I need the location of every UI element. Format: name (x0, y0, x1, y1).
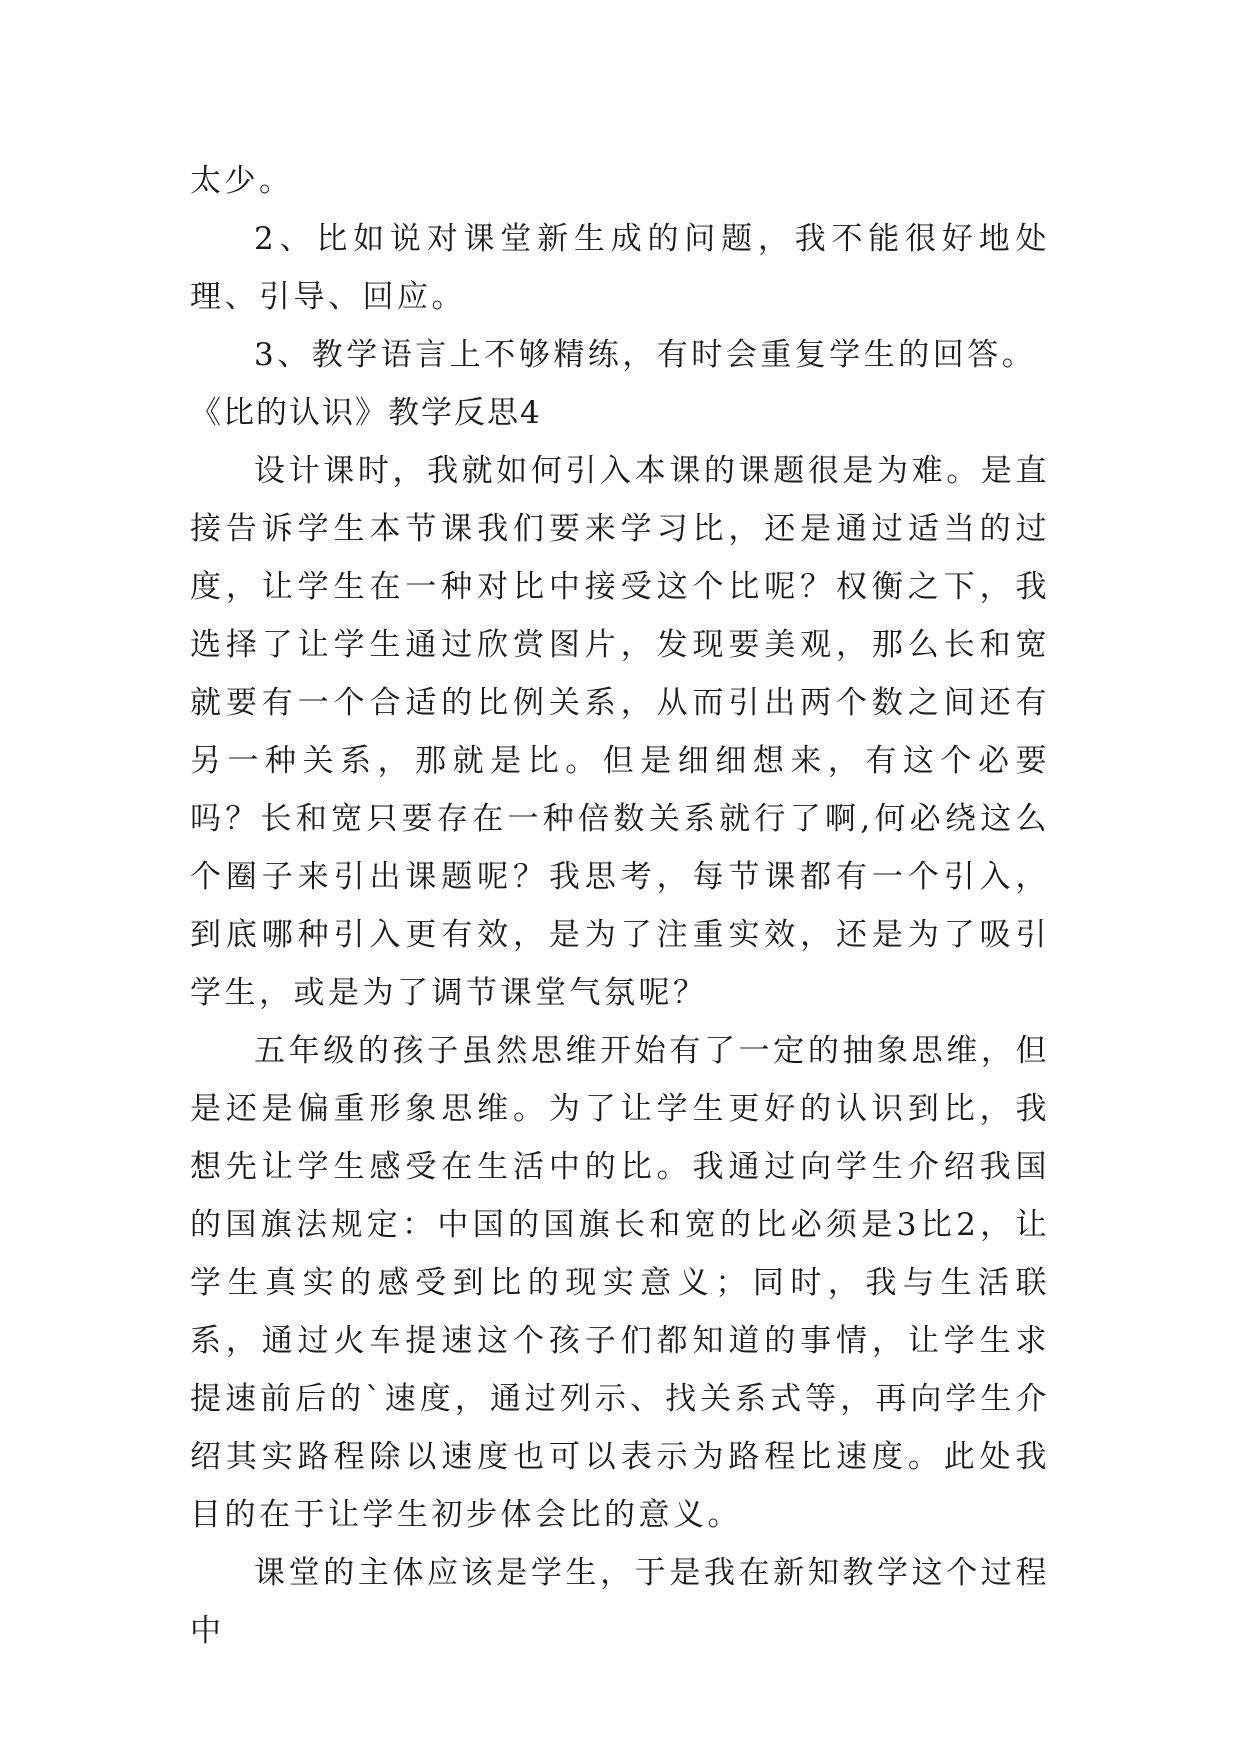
list-item-3: 3、教学语言上不够精练，有时会重复学生的回答。 (254, 337, 1037, 373)
list-item-2: 2、比如说对课堂新生成的问题，我不能很好地处理、引导、回应。 (190, 221, 1050, 315)
paragraph-3: 课堂的主体应该是学生，于是我在新知教学这个过程中 (190, 1555, 1050, 1649)
paragraph-2: 五年级的孩子虽然思维开始有了一定的抽象思维，但是还是偏重形象思维。为了让学生更好的认识到比，我想先让学生感受在生活中的比。我通过向学生介绍我国的国旗法规定：中国的国旗长和宽的比必须是3比2，让学生真实的感受到比的现实意义；同时，我与生活联系，通过火车提速这个孩子们都知道的事情，让学生求提速前后的`速度，通过列示、找关系式等，再向学生介绍其实路程除以速度也可以表示为路程比速度。此处我目的在于让学生初步体会比的意义。 (190, 1033, 1050, 1533)
document-page (190, 152, 1050, 1660)
section-title: 《比的认识》教学反思4 (190, 395, 542, 431)
paragraph-1: 设计课时，我就如何引入本课的课题很是为难。是直接告诉学生本节课我们要来学习比，还是通过适当的过度，让学生在一种对比中接受这个比呢？权衡之下，我选择了让学生通过欣赏图片，发现要美观，那么长和宽就要有一个合适的比例关系，从而引出两个数之间还有另一种关系，那就是比。但是细细想来，有这个必要吗？长和宽只要存在一种倍数关系就行了啊,何必绕这么个圈子来引出课题呢？我思考，每节课都有一个引入，到底哪种引入更有效，是为了注重实效，还是为了吸引学生，或是为了调节课堂气氛呢？ (190, 453, 1050, 1011)
previous-fragment: 太少。 (190, 163, 294, 199)
